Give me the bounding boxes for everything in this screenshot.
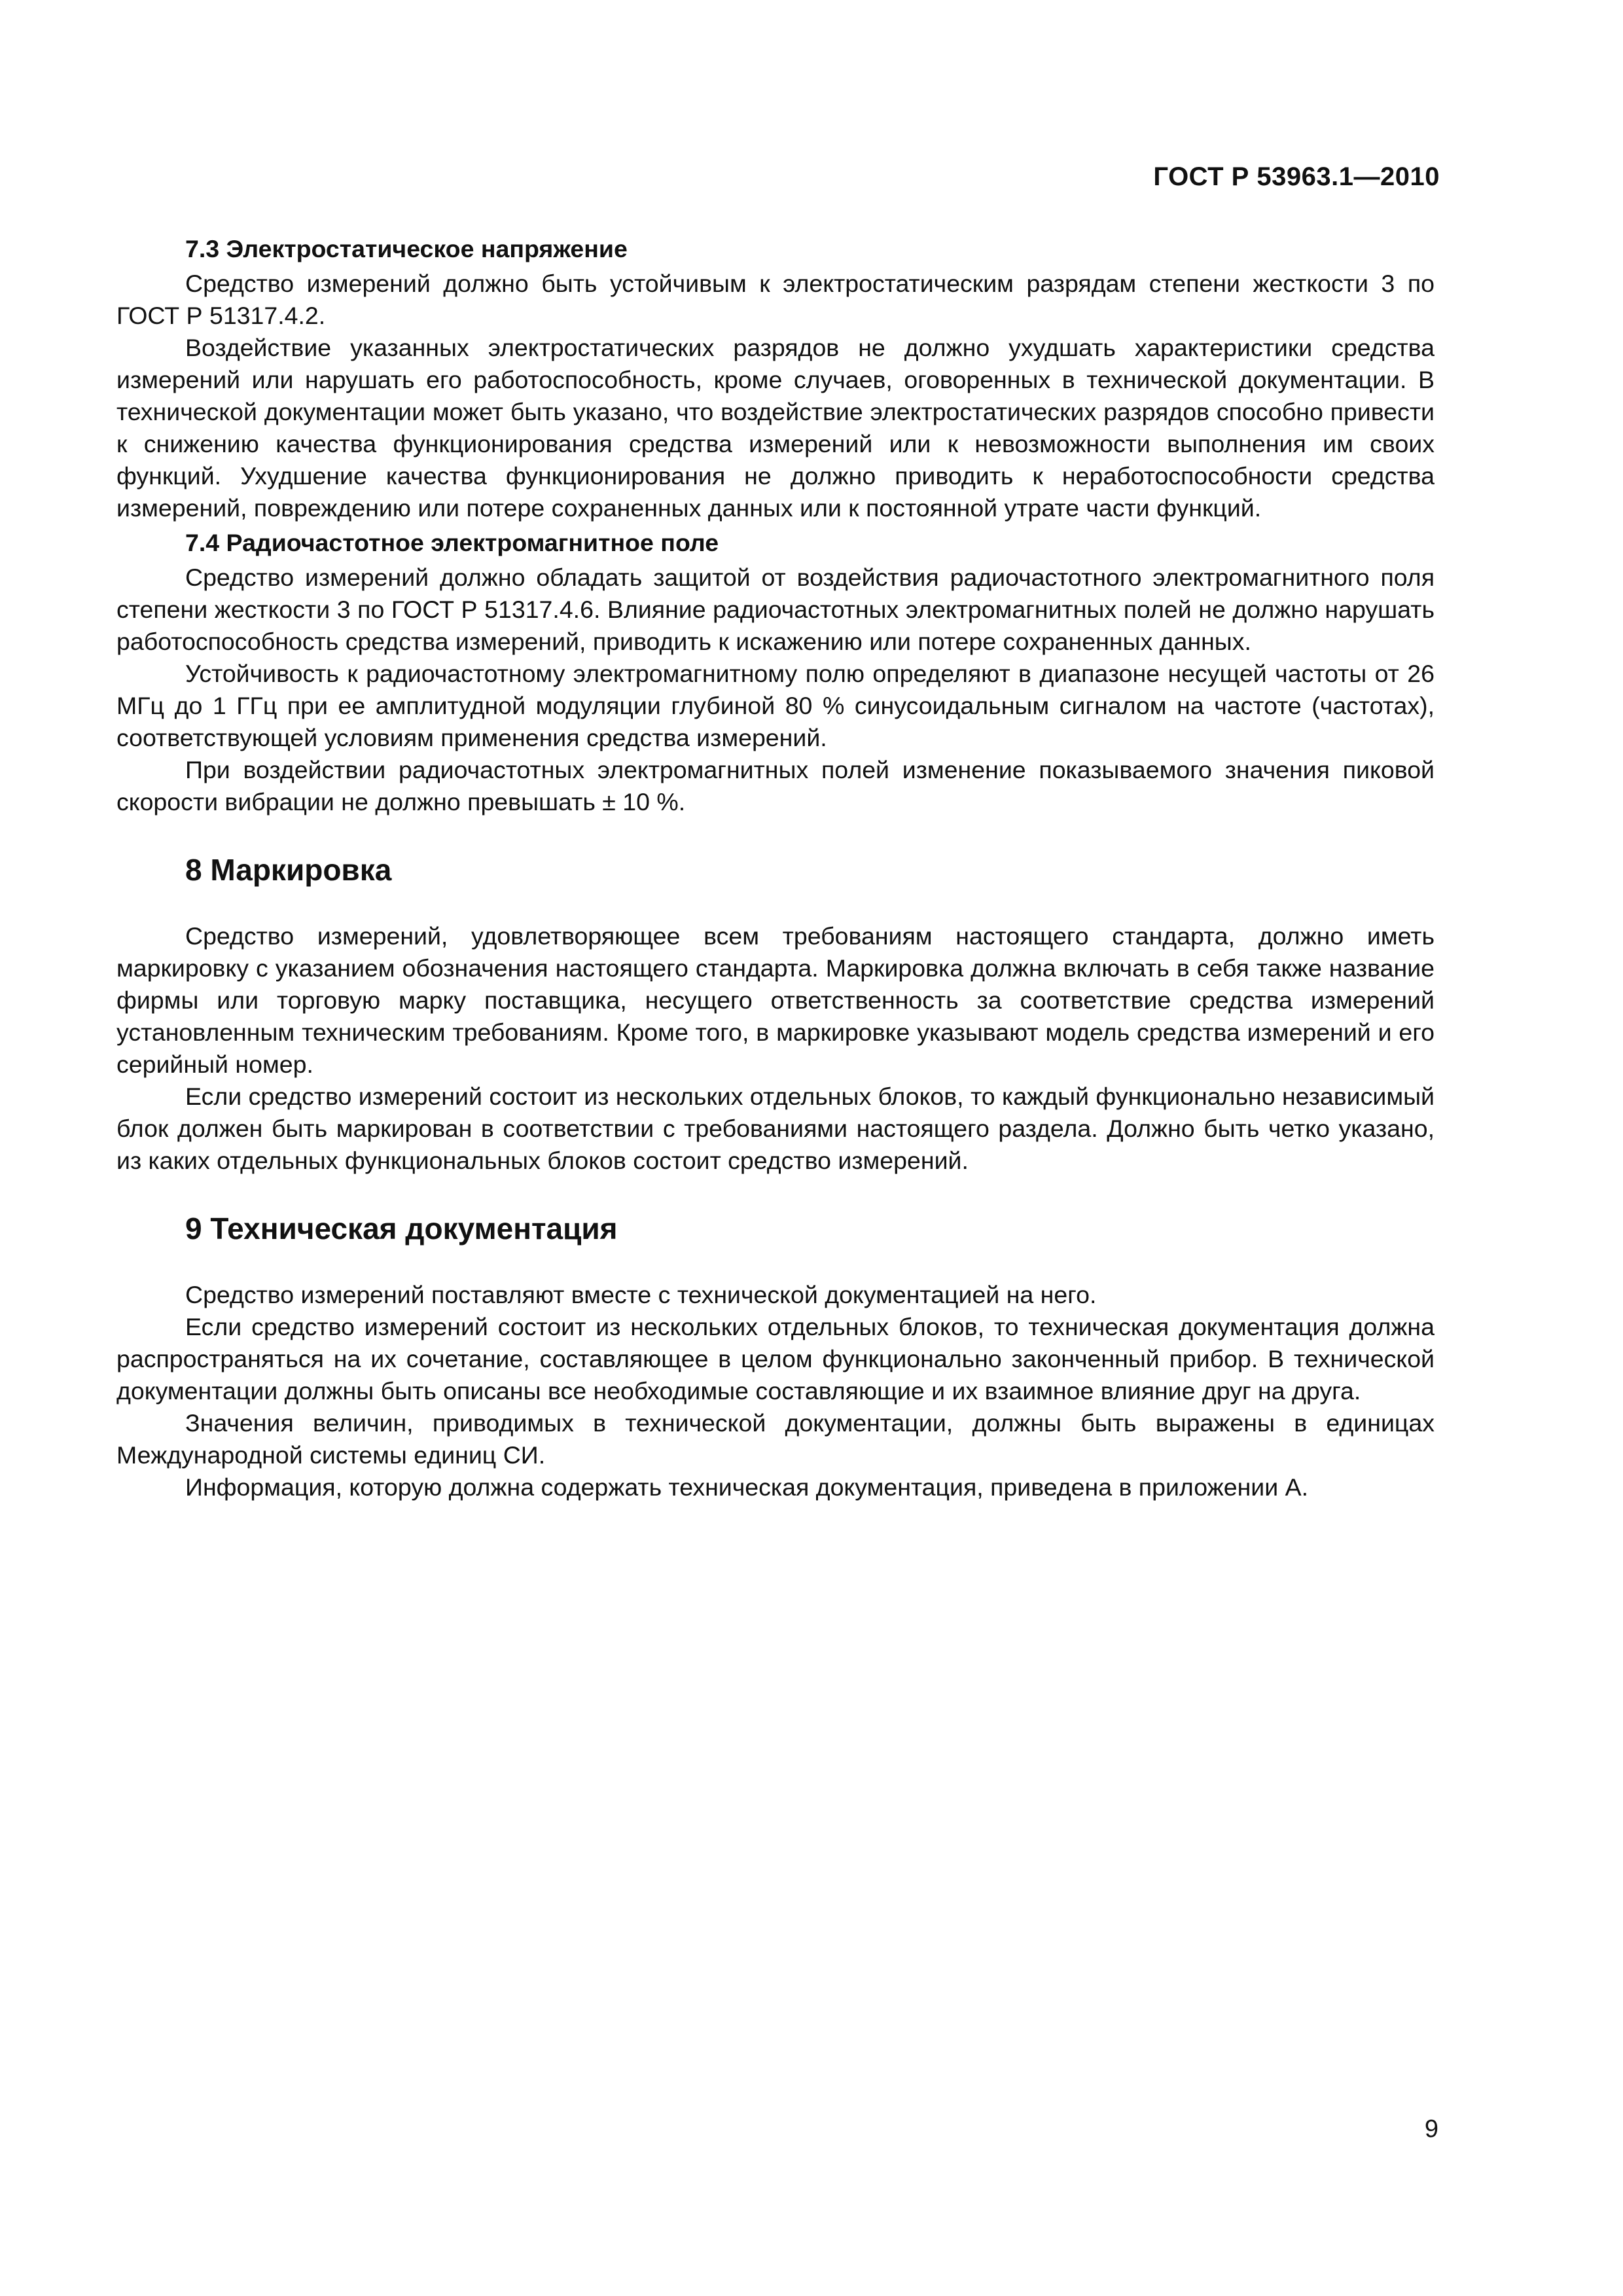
paragraph: Средство измерений должно обладать защитой от воздействия радиочастотного электромагнитного поля степени жесткости 3 по ГОСТ Р 51317.4.6. Влияние радиочастотных электромагнитных полей не должно нарушать работоспособность средства измерений, приводить к искажению или потере сохраненных данных. — [116, 564, 1435, 655]
section-7-4-heading: 7.4 Радиочастотное электромагнитное поле — [185, 529, 719, 556]
paragraph: Воздействие указанных электростатических разрядов не должно ухудшать характеристики средства измерений или нарушать его работоспособность, кроме случаев, оговоренных в технической документации. В технической документации может быть указано, что воздействие электростатических разрядов способно привести к снижению качества функционирования средства измерений или к невозможности выполнения им своих функций. Ухудшение качества функционирования не должно приводить к неработоспособности средства измерений, повреждению или потере сохраненных данных или к постоянной утрате части функций. — [116, 334, 1435, 522]
section-8-heading: 8 Маркировка — [185, 853, 392, 887]
paragraph: Средство измерений, удовлетворяющее всем требованиям настоящего стандарта, должно иметь маркировку с указанием обозначения настоящего стандарта. Маркировка должна включать в себя также название фирмы или торговую марку поставщика, несущего ответственность за соответствие средства измерений установленным техническим требованиям. Кроме того, в маркировке указывают модель средства измерений и его серийный номер. — [116, 922, 1435, 1078]
section-7-3-heading: 7.3 Электростатическое напряжение — [185, 235, 628, 262]
paragraph: Средство измерений должно быть устойчивым к электростатическим разрядам степени жесткости 3 по ГОСТ Р 51317.4.2. — [116, 270, 1435, 329]
document-code: ГОСТ Р 53963.1—2010 — [1153, 162, 1440, 191]
paragraph: Средство измерений поставляют вместе с технической документацией на него. — [185, 1281, 1097, 1308]
paragraph: Устойчивость к радиочастотному электромагнитному полю определяют в диапазоне несущей частоты от 26 МГц до 1 ГГц при ее амплитудной модуляции глубиной 80 % синусоидальным сигналом на частоте (частотах), соответствующей условиям применения средства измерений. — [116, 660, 1435, 751]
paragraph: Если средство измерений состоит из нескольких отдельных блоков, то техническая документация должна распространяться на их сочетание, составляющее в целом функционально законченный прибор. В технической документации должны быть описаны все необходимые составляющие и их взаимное влияние друг на друга. — [116, 1313, 1435, 1405]
paragraph: Если средство измерений состоит из нескольких отдельных блоков, то каждый функционально независимый блок должен быть маркирован в соответствии с требованиями настоящего раздела. Должно быть четко указано, из каких отдельных функциональных блоков состоит средство измерений. — [116, 1083, 1435, 1174]
section-9-heading: 9 Техническая документация — [185, 1211, 618, 1246]
paragraph: Значения величин, приводимых в технической документации, должны быть выражены в единицах Международной системы единиц СИ. — [116, 1409, 1435, 1469]
paragraph: При воздействии радиочастотных электромагнитных полей изменение показываемого значения пиковой скорости вибрации не должно превышать ± 10 %. — [116, 756, 1435, 816]
page-number: 9 — [1424, 2115, 1438, 2143]
paragraph: Информация, которую должна содержать техническая документация, приведена в приложении А. — [185, 1473, 1309, 1501]
document-body — [116, 233, 1435, 1503]
